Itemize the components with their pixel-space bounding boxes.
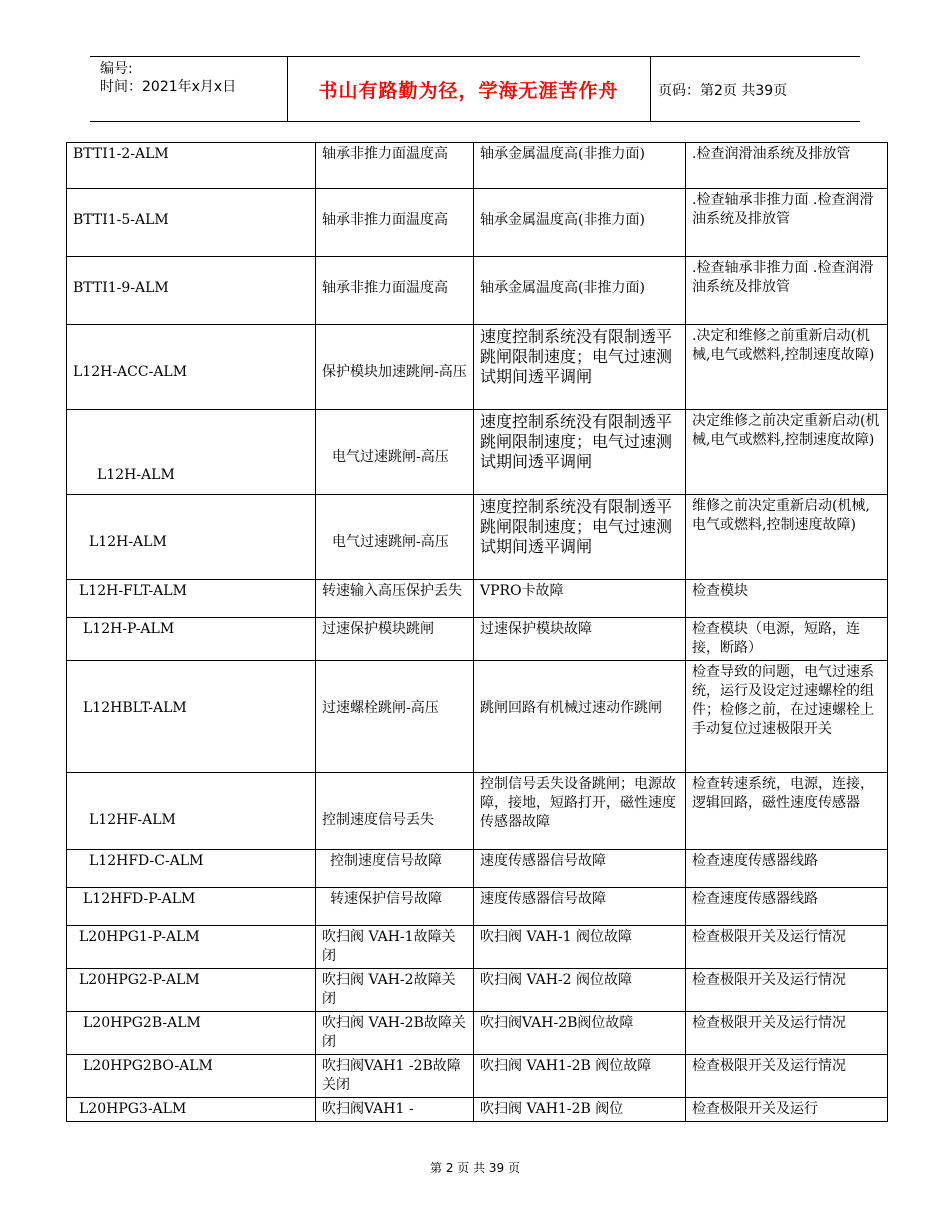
alarm-code: L12H-ALM [67,410,316,495]
alarm-name: 吹扫阀VAH1 -2B故障关闭 [316,1055,474,1098]
alarm-code: L12H-P-ALM [67,618,316,661]
alarm-action: 检查极限开关及运行情况 [686,969,888,1012]
table-row [67,495,888,580]
alarm-name: 过速保护模块跳闸 [316,618,474,661]
alarm-action: 检查速度传感器线路 [686,850,888,888]
alarm-cause: 吹扫阀 VAH-2 阀位故障 [474,969,686,1012]
alarm-name: 电气过速跳闸-高压 [316,495,474,580]
alarm-name: 保护模块加速跳闸-高压 [316,325,474,410]
table-row [67,325,888,410]
alarm-cause: 轴承金属温度高(非推力面) [474,143,686,189]
alarm-cause: 速度控制系统没有限制透平跳闸限制速度；电气过速测试期间透平调闸 [474,325,686,410]
table-row [67,1098,888,1122]
table-row [67,850,888,888]
table-row [67,143,888,189]
alarm-cause: 吹扫阀 VAH1-2B 阀位故障 [474,1055,686,1098]
alarm-cause: 控制信号丢失设备跳闸；电源故障，接地，短路打开，磁性速度传感器故障 [474,773,686,850]
alarm-name: 转速输入高压保护丢失 [316,580,474,618]
alarm-cause: 吹扫阀 VAH1-2B 阀位 [474,1098,686,1122]
header-time-label: 时间：2021年x月x日 [100,79,237,95]
alarm-name: 电气过速跳闸-高压 [316,410,474,495]
alarm-cause: 吹扫阀VAH-2B阀位故障 [474,1012,686,1055]
header-left [100,60,236,96]
alarm-code: L12H-FLT-ALM [67,580,316,618]
alarm-name: 转速保护信号故障 [316,888,474,926]
alarm-action: 检查极限开关及运行情况 [686,926,888,969]
alarm-cause: 轴承金属温度高(非推力面) [474,257,686,325]
alarm-name: 吹扫阀 VAH-2B故障关闭 [316,1012,474,1055]
alarm-action: 检查模块 [686,580,888,618]
table-row [67,189,888,257]
alarm-code: L20HPG2-P-ALM [67,969,316,1012]
header-page-info: 页码：第2页 共39页 [658,83,788,99]
alarm-cause: 吹扫阀 VAH-1 阀位故障 [474,926,686,969]
alarm-cause: 速度控制系统没有限制透平跳闸限制速度；电气过速测试期间透平调闸 [474,410,686,495]
alarm-cause: 轴承金属温度高(非推力面) [474,189,686,257]
alarm-action: 检查导致的问题，电气过速系统，运行及设定过速螺栓的组件；检修之前，在过速螺栓上手动复位过速极限开关 [686,661,888,773]
alarm-code: L12H-ACC-ALM [67,325,316,410]
alarm-cause: 速度传感器信号故障 [474,888,686,926]
alarm-table [66,142,888,1122]
alarm-name: 轴承非推力面温度高 [316,257,474,325]
table-row [67,661,888,773]
alarm-action: .检查润滑油系统及排放管 [686,143,888,189]
alarm-code: L20HPG2B-ALM [67,1012,316,1055]
alarm-action: .检查轴承非推力面 .检查润滑油系统及排放管 [686,189,888,257]
alarm-name: 控制速度信号丢失 [316,773,474,850]
header-number-label: 编号: [100,61,133,77]
alarm-name: 吹扫阀 VAH-2故障关闭 [316,969,474,1012]
alarm-cause: 速度控制系统没有限制透平跳闸限制速度；电气过速测试期间透平调闸 [474,495,686,580]
alarm-action: .决定和维修之前重新启动(机械,电气或燃料,控制速度故障) [686,325,888,410]
alarm-action: 检查转速系统，电源，连接，逻辑回路，磁性速度传感器 [686,773,888,850]
table-row [67,1012,888,1055]
alarm-name: 控制速度信号故障 [316,850,474,888]
alarm-action: 检查速度传感器线路 [686,888,888,926]
alarm-code: BTTI1-2-ALM [67,143,316,189]
table-row [67,410,888,495]
table-row [67,1055,888,1098]
alarm-code: L12HFD-P-ALM [67,888,316,926]
alarm-code: L20HPG1-P-ALM [67,926,316,969]
alarm-name: 吹扫阀 VAH-1故障关闭 [316,926,474,969]
table-row [67,618,888,661]
alarm-name: 过速螺栓跳闸-高压 [316,661,474,773]
alarm-name: 轴承非推力面温度高 [316,189,474,257]
alarm-action: 决定维修之前决定重新启动(机械,电气或燃料,控制速度故障) [686,410,888,495]
alarm-code: L12HBLT-ALM [67,661,316,773]
alarm-code: BTTI1-5-ALM [67,189,316,257]
alarm-code: L12HFD-C-ALM [67,850,316,888]
alarm-cause: 跳闸回路有机械过速动作跳闸 [474,661,686,773]
alarm-action: .检查轴承非推力面 .检查润滑油系统及排放管 [686,257,888,325]
alarm-code: L20HPG2BO-ALM [67,1055,316,1098]
alarm-action: 维修之前决定重新启动(机械,电气或燃料,控制速度故障) [686,495,888,580]
table-row [67,969,888,1012]
alarm-cause: VPRO卡故障 [474,580,686,618]
alarm-code: L12H-ALM [67,495,316,580]
header-bottom-rule [90,121,860,122]
page-footer: 第 2 页 共 39 页 [430,1161,520,1175]
header-divider [650,57,651,121]
alarm-code: L12HF-ALM [67,773,316,850]
table-row [67,888,888,926]
alarm-name: 吹扫阀VAH1 - [316,1098,474,1122]
table-row [67,926,888,969]
alarm-cause: 过速保护模块故障 [474,618,686,661]
alarm-action: 检查极限开关及运行情况 [686,1012,888,1055]
alarm-name: 轴承非推力面温度高 [316,143,474,189]
alarm-code: BTTI1-9-ALM [67,257,316,325]
alarm-code: L20HPG3-ALM [67,1098,316,1122]
alarm-action: 检查极限开关及运行情况 [686,1055,888,1098]
table-row [67,773,888,850]
alarm-action: 检查极限开关及运行 [686,1098,888,1122]
header-motto: 书山有路勤为径，学海无涯苦作舟 [318,79,619,102]
alarm-action: 检查模块（电源，短路，连接，断路） [686,618,888,661]
table-row [67,257,888,325]
table-row [67,580,888,618]
alarm-cause: 速度传感器信号故障 [474,850,686,888]
